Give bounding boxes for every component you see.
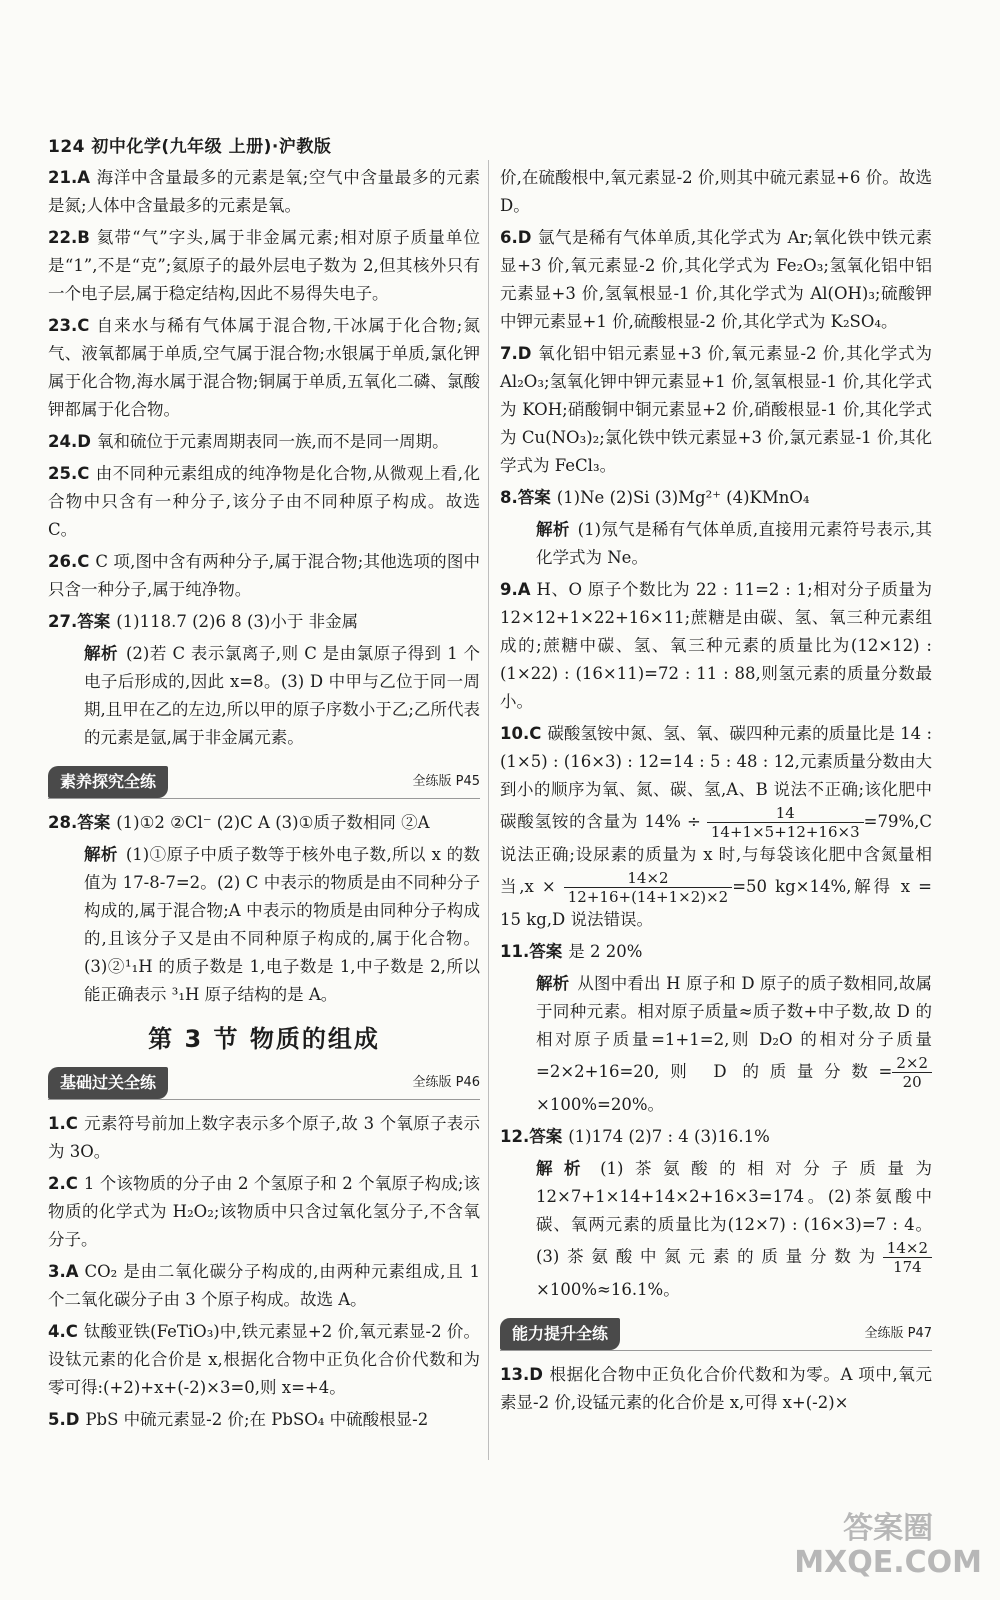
analysis-text: 解析 从图中看出 H 原子和 D 原子的质子数相同,故属于同种元素。相对原子质量≈质子数+中子数,故 D 的相对原子质量=1+1=2,则 D₂O 的相对分子质量=2×2+16=20,则 D 的质量分数= $\frac{2\times 2}{20}$ ×100%=20%。 [536,974,933,1114]
banner-page-ref: 全练版 P46 [412,1075,480,1090]
section-banner [500,1318,932,1351]
left-column [48,164,480,1438]
section-title: 第 3 节 物质的组成 [148,1025,380,1053]
fraction: $\frac{2\times 2}{20}$ [892,1054,932,1091]
answer-item: 4.C 钛酸亚铁(FeTiO₃)中,铁元素显+2 价,氧元素显-2 价。设钛元素的化合价是 x,根据化合物中正负化合价代数和为零可得:(+2)+x+(-2)×3=0,则 x=+4。 [48,1322,480,1397]
answer-item: 13.D 根据化合物中正负化合价代数和为零。A 项中,氧元素显-2 价,设锰元素的化合价是 x,可得 x+(-2)× [500,1365,932,1412]
answer-item: 26.C C 项,图中含有两种分子,属于混合物;其他选项的图中只含一种分子,属于纯净物。 [48,552,480,599]
answer-continuation: 价,在硫酸根中,氧元素显-2 价,则其中硫元素显+6 价。故选 D。 [500,168,932,215]
answer-item: 22.B 氦带“气”字头,属于非金属元素;相对原子质量单位是“1”,不是“克”;氦原子的最外层电子数为 2,但其核外只有一个电子层,属于稳定结构,因此不易得失电子。 [48,228,480,303]
answer-item: 5.D PbS 中硫元素显-2 价;在 PbSO₄ 中硫酸根显-2 [48,1410,429,1429]
answer-item: 6.D 氩气是稀有气体单质,其化学式为 Ar;氧化铁中铁元素显+3 价,氧元素显-2 价,其化学式为 Fe₂O₃;氢氧化铝中铝元素显+3 价,氢氧根显-1 价,其化学式为 Al(OH)₃;硫酸钾中钾元素显+1 价,硫酸根显-2 价,其化学式为 K₂SO₄。 [500,228,932,331]
fraction: $\frac{14\times 2}{12+16+(14+1\times 2)\times 2}$ [564,869,732,906]
answer-item: 27.答案 (1)118.7 (2)6 8 (3)小于 非金属 [48,612,359,631]
answer-item: 7.D 氧化铝中铝元素显+3 价,氧元素显-2 价,其化学式为 Al₂O₃;氢氧化钾中钾元素显+1 价,氢氧根显-1 价,其化学式为 KOH;硝酸铜中铜元素显+2 价,硝酸根显-1 价,其化学式为 Cu(NO₃)₂;氯化铁中铁元素显+3 价,氯元素显-1 价,其化学式为 FeCl₃。 [500,344,932,475]
answer-item: 23.C 自来水与稀有气体属于混合物,干冰属于化合物;氮气、液氧都属于单质,空气属于混合物;水银属于单质,氯化钾属于化合物,海水属于混合物;铜属于单质,五氧化二磷、氯酸钾都属于化合物。 [48,316,480,419]
analysis-text: 解析 (1)茶氨酸的相对分子质量为 12×7+1×14+14×2+16×3=174。(2)茶氨酸中碳、氧两元素的质量比为(12×7) : (16×3)=7 : 4。(3)茶氨酸中氮元素的质量分数为 $\frac{14\times 2}{174}$ ×100%≈16.1%。 [536,1159,933,1299]
analysis-text: 解析 (2)若 C 表示氯离子,则 C 是由氯原子得到 1 个电子后形成的,因此 x=8。(3) D 中甲与乙位于同一周期,且甲在乙的左边,所以甲的原子序数小于乙;乙所代表的元素是氩,属于非金属元素。 [84,644,481,747]
answer-item: 12.答案 (1)174 (2)7 : 4 (3)16.1% [500,1127,770,1146]
fraction: $\frac{14}{14+1\times 5+12+16\times 3}$ [707,804,864,841]
answer-item: 28.答案 (1)①2 ②Cl⁻ (2)C A (3)①质子数相同 ②A [48,813,430,832]
answer-item: 8.答案 (1)Ne (2)Si (3)Mg²⁺ (4)KMnO₄ [500,488,810,507]
answer-item: 21.A 海洋中含量最多的元素是氧;空气中含量最多的元素是氮;人体中含量最多的元素是氧。 [48,168,480,215]
banner-label: 素养探究全练 [48,766,168,798]
answer-item: 3.A CO₂ 是由二氧化碳分子构成的,由两种元素组成,且 1 个二氧化碳分子由 3 个原子构成。故选 A。 [48,1262,480,1309]
banner-page-ref: 全练版 P45 [412,774,480,789]
analysis-text: 解析 (1)氖气是稀有气体单质,直接用元素符号表示,其化学式为 Ne。 [536,520,932,567]
banner-label: 能力提升全练 [500,1318,620,1350]
answer-item: 9.A H、O 原子个数比为 22 : 11=2 : 1;相对分子质量为 12×12+1×22+16×11;蔗糖是由碳、氢、氧三种元素组成的;蔗糖中碳、氢、氧三种元素的质量比为(12×12) : (1×22) : (16×11)=72 : 11 : 88,则氢元素的质量分数最小。 [500,580,932,711]
answer-item: 1.C 元素符号前加上数字表示多个原子,故 3 个氧原子表示为 3O。 [48,1114,480,1161]
fraction: $\frac{14\times 2}{174}$ [883,1239,932,1276]
banner-label: 基础过关全练 [48,1067,168,1099]
column-divider [488,160,489,1460]
answer-item: 2.C 1 个该物质的分子由 2 个氢原子和 2 个氧原子构成;该物质的化学式为 H₂O₂;该物质中只含过氧化氢分子,不含氧分子。 [48,1174,480,1249]
answer-item: 11.答案 是 2 20% [500,942,643,961]
section-banner [48,1067,480,1100]
answer-item: 10.C 碳酸氢铵中氮、氢、氧、碳四种元素的质量比是 14 : (1×5) : (16×3) : 12=14 : 5 : 48 : 12,元素质量分数由大到小的顺序为氧、氮、碳、氢,A、B 说法不正确;该化肥中碳酸氢铵的含量为 14% ÷ $\frac{14}{14+1\times 5+12+16\times 3}$ =79%,C 说法正确;设尿素的质量为 x 时,与每袋该化肥中含氮量相当,x × $\frac{14\times 2}{12+16+(14+1\times 2)\times 2}$ =50 kg×14%,解得 x = 15 kg,D 说法错误。 [500,724,932,929]
watermark-logo: 答案圈 MXQE.COM [794,1511,982,1580]
analysis-text: 解析 (1)①原子中质子数等于核外电子数,所以 x 的数值为 17-8-7=2。(2) C 中表示的物质是由不同种分子构成的,属于混合物;A 中表示的物质是由同种分子构成的,且该分子又是由不同种原子构成的,属于化合物。(3)②¹₁H 的质子数是 1,电子数是 1,中子数是 2,所以能正确表示 ³₁H 原子结构的是 A。 [84,845,481,1004]
right-column [500,164,932,1421]
banner-page-ref: 全练版 P47 [864,1326,932,1341]
section-banner [48,766,480,799]
answer-item: 25.C 由不同种元素组成的纯净物是化合物,从微观上看,化合物中只含有一种分子,该分子由不同种原子构成。故选 C。 [48,464,480,539]
answer-item: 24.D 氧和硫位于元素周期表同一族,而不是同一周期。 [48,432,449,451]
page-header: 124 初中化学(九年级 上册)·沪教版 [48,137,332,157]
